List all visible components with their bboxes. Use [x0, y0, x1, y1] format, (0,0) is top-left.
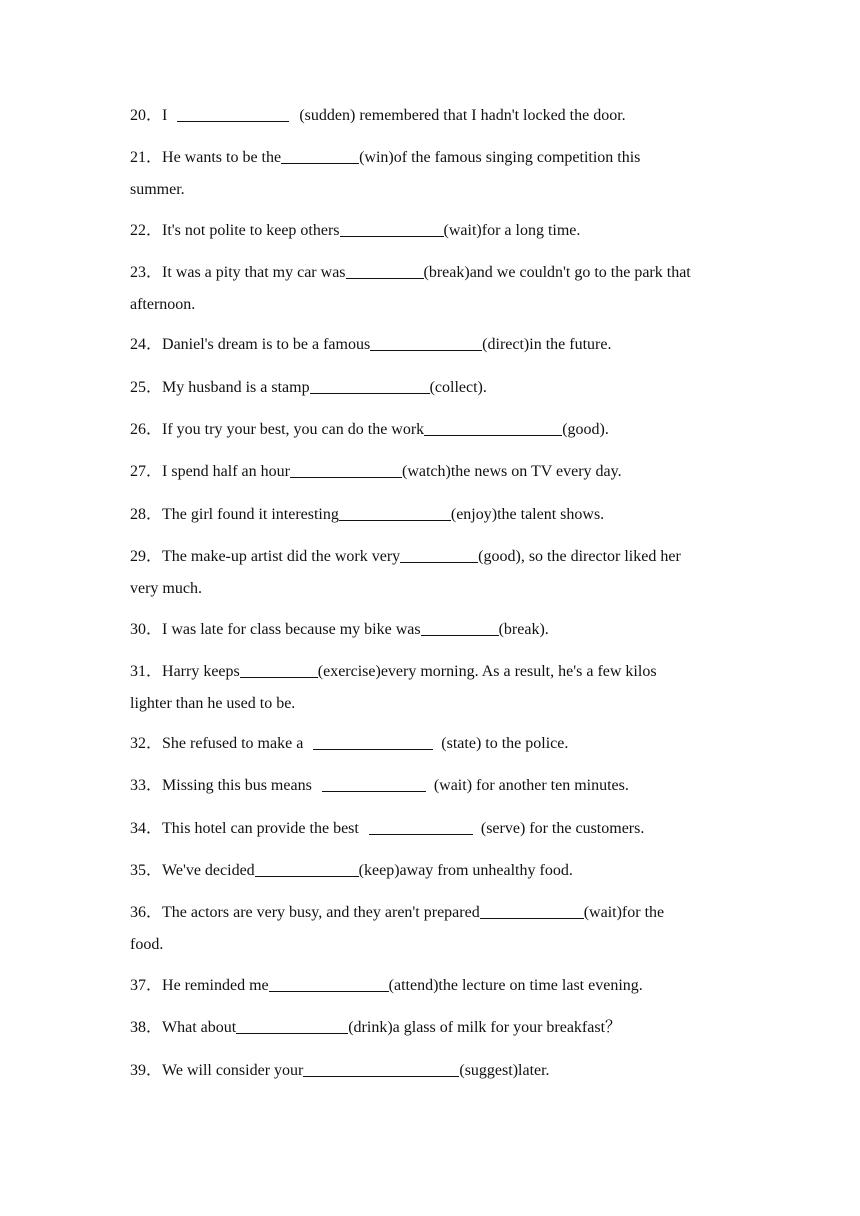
question-text-after: (win)of the famous singing competition this	[359, 149, 641, 166]
question-33	[130, 770, 735, 802]
question-text-after: (enjoy)the talent shows.	[450, 506, 605, 523]
question-number: 38．	[130, 1019, 163, 1036]
question-text-before: Daniel's dream is to be a famous	[162, 336, 371, 353]
question-text-after: (attend)the lecture on time last evening.	[388, 977, 643, 994]
answer-blank[interactable]	[340, 220, 444, 237]
question-30	[130, 614, 735, 646]
question-32	[130, 728, 735, 760]
question-26	[130, 414, 735, 446]
question-text-before: The make-up artist did the work very	[162, 548, 401, 565]
question-number: 37．	[130, 977, 163, 994]
question-23	[130, 257, 735, 321]
answer-blank[interactable]	[310, 377, 430, 394]
question-number: 34．	[130, 820, 163, 837]
question-38	[130, 1012, 735, 1044]
question-text-continued: afternoon.	[130, 296, 196, 313]
question-number: 30．	[130, 621, 163, 638]
answer-blank[interactable]	[269, 975, 389, 992]
question-20	[130, 100, 735, 132]
question-text-after: (watch)the news on TV every day.	[401, 463, 622, 480]
question-text-before: The actors are very busy, and they aren't prepared	[162, 904, 480, 921]
question-39	[130, 1055, 735, 1087]
question-number: 36．	[130, 904, 163, 921]
question-text-before: If you try your best, you can do the work	[162, 421, 425, 438]
question-37	[130, 970, 735, 1002]
answer-blank[interactable]	[281, 147, 359, 164]
question-text-before: It's not polite to keep others	[162, 222, 340, 239]
question-text-after: (wait)for a long time.	[443, 222, 581, 239]
answer-blank[interactable]	[346, 262, 424, 279]
question-text-after: (keep)away from unhealthy food.	[358, 862, 573, 879]
answer-blank[interactable]	[369, 818, 473, 835]
answer-blank[interactable]	[255, 860, 359, 877]
question-text-before: We will consider your	[162, 1062, 304, 1079]
question-number: 33．	[130, 777, 163, 794]
question-number: 31．	[130, 663, 163, 680]
question-text-after: (exercise)every morning. As a result, he's a few kilos	[317, 663, 657, 680]
question-number: 22．	[130, 222, 163, 239]
question-number: 27．	[130, 463, 163, 480]
question-text-after: (good).	[562, 421, 609, 438]
question-31	[130, 656, 735, 720]
question-number: 35．	[130, 862, 163, 879]
question-text-after: (direct)in the future.	[482, 336, 612, 353]
question-text-after: (wait) for another ten minutes.	[429, 777, 629, 794]
question-21	[130, 142, 735, 206]
question-text-continued: very much.	[130, 580, 202, 597]
answer-blank[interactable]	[370, 334, 482, 351]
question-36	[130, 897, 735, 961]
question-22	[130, 215, 735, 247]
question-text-continued: lighter than he used to be.	[130, 695, 296, 712]
question-text-after: (break).	[498, 621, 549, 638]
question-number: 20．	[130, 107, 163, 124]
question-text-before: My husband is a stamp	[162, 379, 310, 396]
answer-blank[interactable]	[339, 504, 451, 521]
question-text-before: He reminded me	[162, 977, 269, 994]
question-text-before: Missing this bus means	[162, 777, 316, 794]
question-text-after: (serve) for the customers.	[476, 820, 645, 837]
question-text-before: What about	[162, 1019, 237, 1036]
question-text-before: Harry keeps	[162, 663, 240, 680]
question-25	[130, 372, 735, 404]
question-number: 39．	[130, 1062, 163, 1079]
question-text-after: (break)and we couldn't go to the park that	[423, 264, 691, 281]
question-27	[130, 456, 735, 488]
question-text-continued: summer.	[130, 181, 185, 198]
question-28	[130, 499, 735, 531]
question-number: 28．	[130, 506, 163, 523]
question-number: 25．	[130, 379, 163, 396]
question-34	[130, 813, 735, 845]
answer-blank[interactable]	[480, 902, 584, 919]
question-text-before: He wants to be the	[162, 149, 282, 166]
question-text-before: I	[162, 107, 172, 124]
answer-blank[interactable]	[303, 1060, 459, 1077]
question-text-before: She refused to make a	[162, 735, 308, 752]
question-number: 26．	[130, 421, 163, 438]
answer-blank[interactable]	[240, 661, 318, 678]
answer-blank[interactable]	[421, 619, 499, 636]
question-number: 29．	[130, 548, 163, 565]
answer-blank[interactable]	[290, 461, 402, 478]
question-number: 32．	[130, 735, 163, 752]
question-text-after: (wait)for the	[583, 904, 665, 921]
question-number: 21．	[130, 149, 163, 166]
question-29	[130, 541, 735, 605]
answer-blank[interactable]	[424, 419, 562, 436]
question-24	[130, 329, 735, 361]
answer-blank[interactable]	[322, 775, 426, 792]
question-text-continued: food.	[130, 936, 164, 953]
question-text-before: I spend half an hour	[162, 463, 290, 480]
question-text-before: I was late for class because my bike was	[162, 621, 421, 638]
question-text-after: (drink)a glass of milk for your breakfast？	[348, 1019, 622, 1036]
answer-blank[interactable]	[177, 105, 289, 122]
answer-blank[interactable]	[400, 546, 478, 563]
question-text-after: (state) to the police.	[437, 735, 569, 752]
question-number: 23．	[130, 264, 163, 281]
question-text-after: (good), so the director liked her	[478, 548, 681, 565]
answer-blank[interactable]	[236, 1017, 348, 1034]
question-35	[130, 855, 735, 887]
question-text-before: It was a pity that my car was	[162, 264, 346, 281]
question-text-after: (suggest)later.	[459, 1062, 550, 1079]
question-text-before: This hotel can provide the best	[162, 820, 363, 837]
question-text-before: We've decided	[162, 862, 255, 879]
question-number: 24．	[130, 336, 163, 353]
question-text-after: (collect).	[429, 379, 487, 396]
question-text-before: The girl found it interesting	[162, 506, 339, 523]
answer-blank[interactable]	[313, 733, 433, 750]
question-text-after: (sudden) remembered that I hadn't locked the door.	[295, 107, 626, 124]
